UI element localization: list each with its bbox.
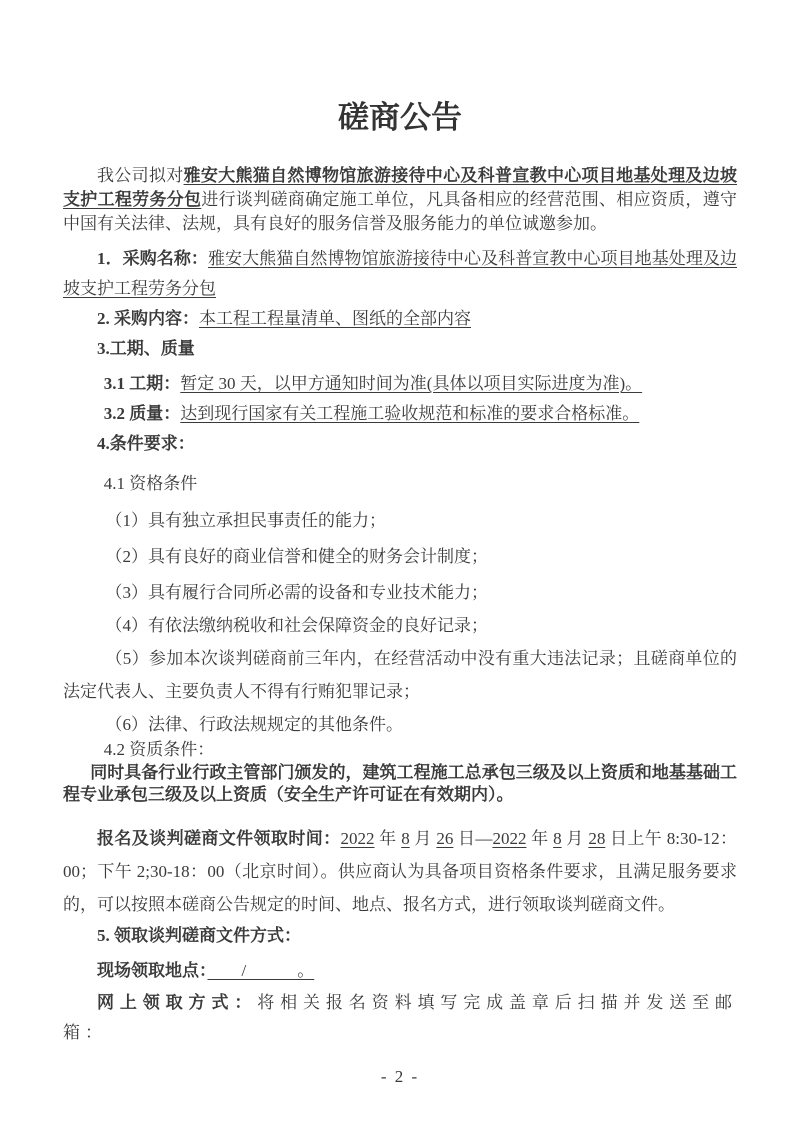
date-run: 2022 — [492, 829, 527, 848]
condition-item-5: （5）参加本次谈判磋商前三年内，在经营活动中没有重大违法记录；且磋商单位的法定代表人、主要负责人不得有行贿犯罪记录； — [63, 649, 737, 701]
credential-paragraph: 同时具备行业行政主管部门颁发的，建筑工程施工总承包三级及以上资质和地基基础工程专业承包三级及以上资质（安全生产许可证在有效期内）。 — [63, 763, 737, 804]
date-run: 年 — [374, 829, 402, 848]
date-run: 日上午 8:30-12：00； — [63, 829, 738, 881]
online-pickup-line — [63, 988, 737, 1048]
registration-label: 报名及谈判磋商文件领取时间： — [97, 829, 341, 848]
date-run: 年 — [526, 829, 554, 848]
condition-item-3: （3）具有履行合同所必需的设备和专业技术能力； — [105, 583, 488, 602]
date-run: 26 — [436, 829, 454, 848]
date-run: 月 — [409, 829, 437, 848]
intro-project-name: 雅安大熊猫自然博物馆旅游接待中心及科普宣教中心项目地基处理及边坡支护工程劳务分包 — [63, 166, 738, 209]
date-run: 2022 — [340, 829, 375, 848]
duration-quality-heading: 3.工期、质量 — [97, 339, 195, 358]
date-run: 28 — [588, 829, 606, 848]
purchase-content-label: 2. 采购内容： — [97, 309, 199, 328]
date-run: 8 — [401, 829, 410, 848]
qualification-heading: 4.1 资格条件 — [103, 474, 198, 493]
conditions-heading: 4.条件要求： — [97, 434, 195, 453]
duration-label: 3.1 工期： — [103, 374, 181, 393]
purchase-content-item — [63, 304, 737, 334]
intro-rest: 进行谈判磋商确定施工单位，凡具备相应的经营范围、相应资质，遵守中国有关法律、法规，具有良好的服务信誉及服务能力的单位诚邀参加。 — [63, 190, 738, 233]
date-run: 8 — [553, 829, 562, 848]
site-pickup-line — [63, 956, 737, 986]
purchase-content-value: 本工程工程量清单、图纸的全部内容 — [199, 309, 471, 328]
registration-continuation: 下午 2;30-18：00（北京时间）。供应商认为具备项目资格条件要求，且满足服务要求的，可以按照本磋商公告规定的时间、地点、报名方式，进行领取谈判磋商文件。 — [63, 862, 737, 914]
duration-value: 暂定 30 天，以甲方通知时间为准(具体以项目实际进度为准)。 — [180, 374, 643, 393]
online-pickup-label: 网上领取方式： — [97, 993, 258, 1012]
registration-paragraph — [63, 822, 737, 921]
quality-value: 达到现行国家有关工程施工验收规范和标准的要求合格标准。 — [180, 404, 640, 423]
page-title: 磋商公告 — [338, 100, 462, 135]
condition-item-1: （1）具有独立承担民事责任的能力； — [105, 511, 386, 530]
site-pickup-blank: / 。 — [207, 961, 315, 980]
page-number: - 2 - — [380, 1067, 420, 1086]
quality-label: 3.2 质量： — [103, 404, 181, 423]
date-run: 月 — [561, 829, 589, 848]
site-pickup-label: 现场领取地点： — [97, 961, 208, 980]
date-run: 日— — [453, 829, 493, 848]
purchase-name-item — [63, 244, 737, 304]
purchase-name-value: 雅安大熊猫自然博物馆旅游接待中心及科普宣教中心项目地基处理及边坡支护工程劳务分包 — [63, 249, 738, 298]
purchase-name-label: 1．采购名称： — [97, 249, 208, 268]
online-pickup-text: 将相关报名资料填写完成盖章后扫描并发送至邮箱： — [63, 993, 738, 1042]
condition-item-2: （2）具有良好的商业信誉和健全的财务会计制度； — [105, 547, 488, 566]
condition-item-4: （4）有依法缴纳税收和社会保障资金的良好记录； — [105, 616, 488, 635]
intro-lead: 我公司拟对 — [97, 166, 184, 185]
quality-item — [63, 399, 737, 429]
credential-heading: 4.2 资质条件： — [103, 740, 215, 759]
intro-paragraph — [63, 164, 737, 236]
section5-heading: 5. 领取谈判磋商文件方式： — [97, 926, 301, 945]
duration-item — [63, 369, 737, 399]
condition-item-6: （6）法律、行政法规规定的其他条件。 — [105, 715, 403, 734]
